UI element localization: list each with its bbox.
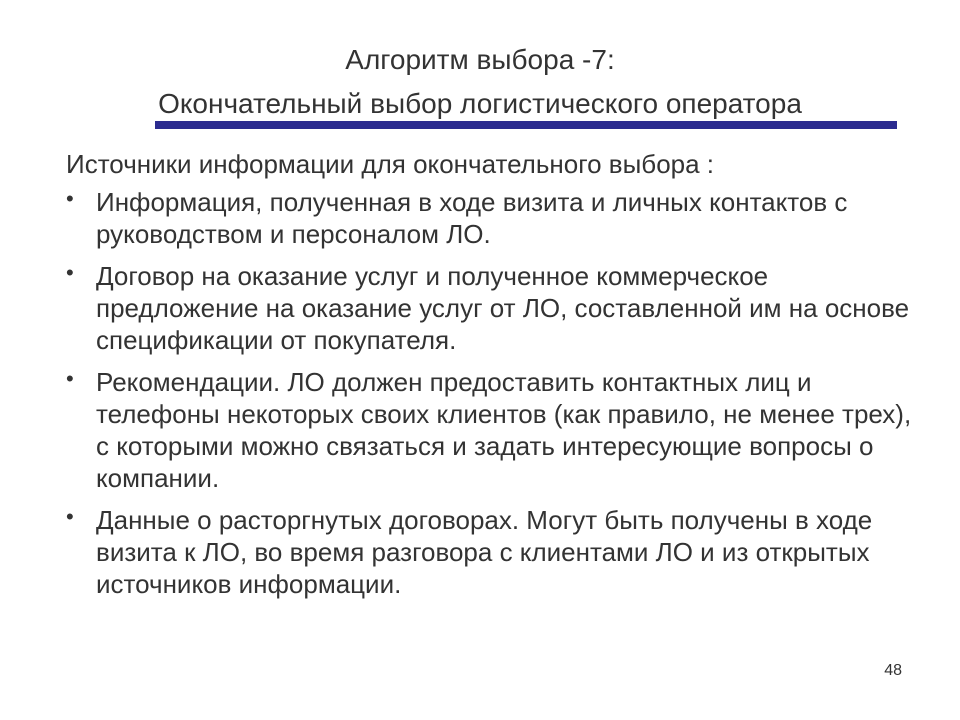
slide-body bbox=[66, 148, 926, 610]
bullet-text: Рекомендации. ЛО должен предоставить контактных лиц и телефоны некоторых своих клиентов (как правило, не менее трех), с которыми можно связаться и задать интересующие вопросы о компании. bbox=[96, 367, 912, 493]
bullet-item bbox=[66, 366, 926, 494]
page-number: 48 bbox=[884, 662, 902, 679]
bullet-text: Информация, полученная в ходе визита и личных контактов с руководством и персоналом ЛО. bbox=[96, 187, 848, 249]
slide-title bbox=[60, 38, 900, 126]
intro-text: Источники информации для окончательного выбора : bbox=[66, 149, 715, 179]
slide-title-line-2: Окончательный выбор логистического оператора bbox=[158, 88, 802, 119]
bullet-item bbox=[66, 504, 926, 600]
slide-title-line-1: Алгоритм выбора -7: bbox=[345, 44, 615, 75]
bullet-text: Данные о расторгнутых договорах. Могут быть получены в ходе визита к ЛО, во время разговора с клиентами ЛО и из открытых источников информации. bbox=[96, 505, 873, 599]
bullet-icon: • bbox=[66, 504, 74, 529]
bullet-icon: • bbox=[66, 186, 74, 211]
bullet-item bbox=[66, 186, 926, 250]
bullet-item bbox=[66, 260, 926, 356]
bullet-text: Договор на оказание услуг и полученное коммерческое предложение на оказание услуг от ЛО, составленной им на основе спецификации от покупателя. bbox=[96, 261, 910, 355]
bullet-list bbox=[66, 186, 926, 600]
bullet-icon: • bbox=[66, 260, 74, 285]
bullet-icon: • bbox=[66, 366, 74, 391]
title-divider bbox=[155, 121, 897, 129]
